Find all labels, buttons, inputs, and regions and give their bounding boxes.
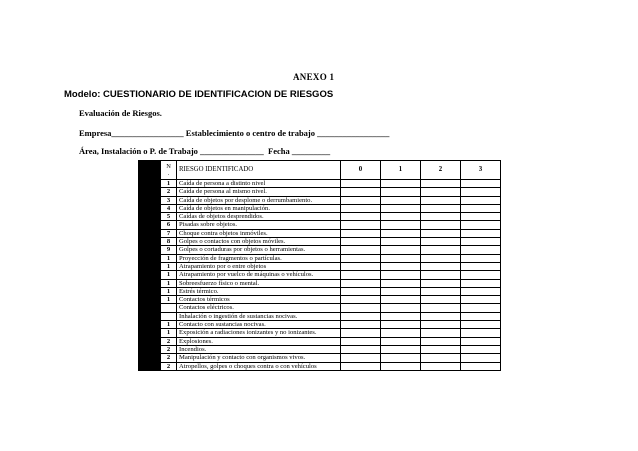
row-score-3 <box>461 180 501 188</box>
table-row <box>139 362 501 370</box>
table-row <box>139 296 501 304</box>
row-number: 2 <box>161 354 177 362</box>
row-score-0 <box>341 345 381 353</box>
row-score-1 <box>381 304 421 312</box>
row-score-0 <box>341 188 381 196</box>
row-score-3 <box>461 271 501 279</box>
document-title: Modelo: CUESTIONARIO DE IDENTIFICACION DE RIESGOS <box>64 89 334 100</box>
risk-table <box>138 160 501 371</box>
row-score-1 <box>381 321 421 329</box>
row-number: 5 <box>161 213 177 221</box>
row-score-1 <box>381 204 421 212</box>
table-row <box>139 329 501 337</box>
row-score-3 <box>461 279 501 287</box>
row-score-0 <box>341 362 381 370</box>
row-score-0 <box>341 304 381 312</box>
table-row <box>139 196 501 204</box>
row-number: 2 <box>161 337 177 345</box>
row-number <box>161 304 177 312</box>
company-establishment-line: Empresa_________________ Establecimiento o centro de trabajo _________________ <box>79 128 390 138</box>
row-score-2 <box>421 329 461 337</box>
row-score-2 <box>421 271 461 279</box>
row-score-0 <box>341 312 381 320</box>
row-score-2 <box>421 238 461 246</box>
row-black-cell <box>139 329 161 337</box>
row-score-0 <box>341 279 381 287</box>
row-score-3 <box>461 213 501 221</box>
row-score-2 <box>421 229 461 237</box>
table-row <box>139 254 501 262</box>
row-number: 1 <box>161 321 177 329</box>
row-number: 1 <box>161 329 177 337</box>
row-score-1 <box>381 329 421 337</box>
row-score-0 <box>341 254 381 262</box>
row-score-0 <box>341 296 381 304</box>
row-black-cell <box>139 204 161 212</box>
row-number: 4 <box>161 204 177 212</box>
row-risk: Caída de objetos por desplome o derrumbamiento. <box>177 196 341 204</box>
row-risk: Atrapamiento por o entre objetos <box>177 262 341 270</box>
table-row <box>139 213 501 221</box>
row-score-3 <box>461 296 501 304</box>
row-score-0 <box>341 204 381 212</box>
table-row <box>139 312 501 320</box>
table-row <box>139 354 501 362</box>
table-row <box>139 262 501 270</box>
row-black-cell <box>139 337 161 345</box>
row-score-1 <box>381 262 421 270</box>
row-score-1 <box>381 296 421 304</box>
row-black-cell <box>139 362 161 370</box>
row-risk: Caída de persona a distinto nivel <box>177 180 341 188</box>
row-score-0 <box>341 213 381 221</box>
row-score-1 <box>381 287 421 295</box>
row-score-1 <box>381 213 421 221</box>
row-score-1 <box>381 362 421 370</box>
row-number: 2 <box>161 345 177 353</box>
row-black-cell <box>139 345 161 353</box>
table-row <box>139 188 501 196</box>
row-score-1 <box>381 312 421 320</box>
row-score-1 <box>381 221 421 229</box>
row-number: 3 <box>161 196 177 204</box>
row-score-2 <box>421 362 461 370</box>
row-number: 6 <box>161 221 177 229</box>
table-row <box>139 204 501 212</box>
row-score-3 <box>461 354 501 362</box>
row-black-cell <box>139 262 161 270</box>
row-risk: Caídas de objetos desprendidos. <box>177 213 341 221</box>
row-score-2 <box>421 287 461 295</box>
row-black-cell <box>139 246 161 254</box>
row-number: 2 <box>161 188 177 196</box>
row-black-cell <box>139 213 161 221</box>
row-score-3 <box>461 287 501 295</box>
row-score-2 <box>421 312 461 320</box>
table-row <box>139 287 501 295</box>
row-score-3 <box>461 362 501 370</box>
row-black-cell <box>139 254 161 262</box>
table-row <box>139 180 501 188</box>
row-black-cell <box>139 180 161 188</box>
row-score-0 <box>341 180 381 188</box>
row-risk: Pisadas sobre objetos. <box>177 221 341 229</box>
row-number: 1 <box>161 254 177 262</box>
row-number: 1 <box>161 287 177 295</box>
row-score-0 <box>341 271 381 279</box>
row-score-0 <box>341 287 381 295</box>
row-score-2 <box>421 262 461 270</box>
table-row <box>139 229 501 237</box>
row-score-3 <box>461 304 501 312</box>
table-row <box>139 246 501 254</box>
row-risk: Atropellos, golpes o choques contra o con vehículos <box>177 362 341 370</box>
area-date-line: Área, Instalación o P. de Trabajo _______________ Fecha _________ <box>79 146 331 156</box>
row-score-0 <box>341 246 381 254</box>
row-risk: Contactos eléctricos. <box>177 304 341 312</box>
table-header-row <box>139 161 501 180</box>
row-score-0 <box>341 321 381 329</box>
row-score-1 <box>381 345 421 353</box>
row-score-0 <box>341 221 381 229</box>
row-score-3 <box>461 188 501 196</box>
row-number: 7 <box>161 229 177 237</box>
row-score-2 <box>421 345 461 353</box>
row-score-3 <box>461 345 501 353</box>
row-score-2 <box>421 246 461 254</box>
row-score-1 <box>381 238 421 246</box>
row-score-0 <box>341 196 381 204</box>
row-score-1 <box>381 271 421 279</box>
row-risk: Caída de persona al mismo nivel. <box>177 188 341 196</box>
row-score-2 <box>421 279 461 287</box>
row-black-cell <box>139 238 161 246</box>
row-black-cell <box>139 229 161 237</box>
row-score-3 <box>461 204 501 212</box>
row-risk: Sobreesfuerzo físico o mental. <box>177 279 341 287</box>
row-score-2 <box>421 321 461 329</box>
row-score-1 <box>381 188 421 196</box>
row-number: 8 <box>161 238 177 246</box>
table-row <box>139 271 501 279</box>
row-number <box>161 312 177 320</box>
row-score-3 <box>461 329 501 337</box>
row-score-3 <box>461 254 501 262</box>
table-row <box>139 304 501 312</box>
table-row <box>139 238 501 246</box>
row-score-1 <box>381 246 421 254</box>
table-row <box>139 221 501 229</box>
row-black-cell <box>139 304 161 312</box>
table-row <box>139 337 501 345</box>
row-number: 2 <box>161 362 177 370</box>
row-black-cell <box>139 287 161 295</box>
row-score-3 <box>461 321 501 329</box>
row-score-0 <box>341 238 381 246</box>
row-score-2 <box>421 221 461 229</box>
row-score-1 <box>381 180 421 188</box>
row-score-2 <box>421 180 461 188</box>
row-number: 1 <box>161 271 177 279</box>
table-row <box>139 345 501 353</box>
row-score-3 <box>461 221 501 229</box>
row-score-3 <box>461 246 501 254</box>
table-row <box>139 321 501 329</box>
row-risk: Golpes o cortaduras por objetos o herramientas. <box>177 246 341 254</box>
row-black-cell <box>139 312 161 320</box>
header-score-1: 1 <box>381 161 421 180</box>
row-score-1 <box>381 254 421 262</box>
row-risk: Incendios. <box>177 345 341 353</box>
header-number: N . <box>161 161 177 180</box>
row-number: 1 <box>161 296 177 304</box>
row-score-2 <box>421 188 461 196</box>
annex-title: ANEXO 1 <box>293 72 335 82</box>
row-score-1 <box>381 279 421 287</box>
header-risk: RIESGO IDENTIFICADO <box>177 161 341 180</box>
row-black-cell <box>139 271 161 279</box>
row-score-3 <box>461 312 501 320</box>
row-risk: Manipulación y contacto con organismos vivos. <box>177 354 341 362</box>
row-score-2 <box>421 204 461 212</box>
row-number: 9 <box>161 246 177 254</box>
row-score-0 <box>341 229 381 237</box>
header-score-0: 0 <box>341 161 381 180</box>
row-score-2 <box>421 296 461 304</box>
row-score-0 <box>341 329 381 337</box>
table-row <box>139 279 501 287</box>
header-black-cell <box>139 161 161 180</box>
row-number: 1 <box>161 262 177 270</box>
row-score-2 <box>421 354 461 362</box>
row-score-1 <box>381 229 421 237</box>
row-score-0 <box>341 262 381 270</box>
row-score-2 <box>421 196 461 204</box>
row-black-cell <box>139 188 161 196</box>
row-score-2 <box>421 213 461 221</box>
row-score-3 <box>461 196 501 204</box>
row-risk: Contactos térmicos <box>177 296 341 304</box>
row-number: 1 <box>161 279 177 287</box>
row-score-2 <box>421 337 461 345</box>
row-risk: Caída de objetos en manipulación. <box>177 204 341 212</box>
row-score-1 <box>381 354 421 362</box>
header-score-3: 3 <box>461 161 501 180</box>
row-black-cell <box>139 296 161 304</box>
row-score-0 <box>341 337 381 345</box>
row-score-0 <box>341 354 381 362</box>
evaluation-label: Evaluación de Riesgos. <box>79 108 162 118</box>
row-score-2 <box>421 304 461 312</box>
row-score-3 <box>461 229 501 237</box>
row-score-1 <box>381 337 421 345</box>
row-black-cell <box>139 279 161 287</box>
row-number: 1 <box>161 180 177 188</box>
row-score-3 <box>461 262 501 270</box>
row-risk: Golpes o contactos con objetos móviles. <box>177 238 341 246</box>
row-black-cell <box>139 221 161 229</box>
row-score-3 <box>461 337 501 345</box>
row-risk: Proyección de fragmentos o partículas. <box>177 254 341 262</box>
header-score-2: 2 <box>421 161 461 180</box>
row-risk: Inhalación o ingestión de sustancias nocivas. <box>177 312 341 320</box>
row-black-cell <box>139 196 161 204</box>
row-risk: Estrés térmico. <box>177 287 341 295</box>
row-risk: Atrapamiento por vuelco de máquinas o vehículos. <box>177 271 341 279</box>
row-score-1 <box>381 196 421 204</box>
row-risk: Exposición a radiaciones ionizantes y no ionizantes. <box>177 329 341 337</box>
row-black-cell <box>139 354 161 362</box>
row-risk: Explosiones. <box>177 337 341 345</box>
row-score-2 <box>421 254 461 262</box>
row-score-3 <box>461 238 501 246</box>
row-risk: Choque contra objetos inmóviles. <box>177 229 341 237</box>
row-black-cell <box>139 321 161 329</box>
row-risk: Contacto con sustancias nocivas. <box>177 321 341 329</box>
